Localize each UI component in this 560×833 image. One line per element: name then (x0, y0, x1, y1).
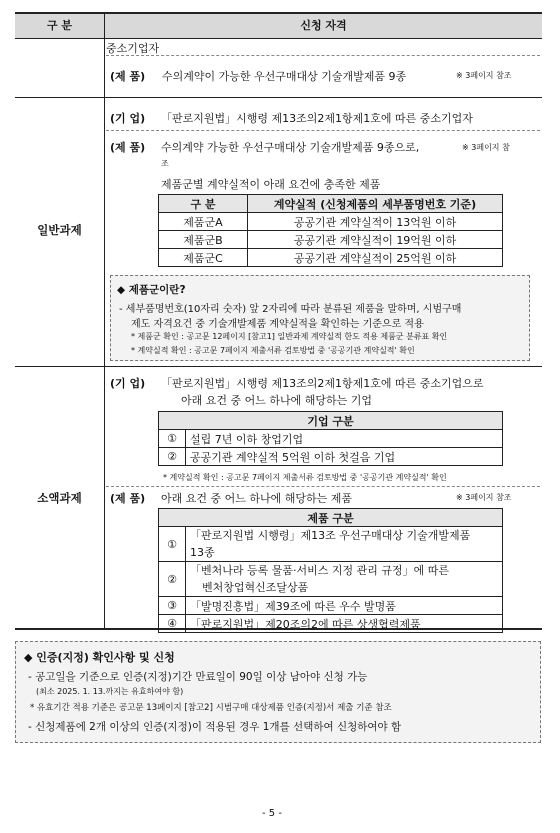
product-text: 수의계약 가능한 우선구매대상 기술개발제품 9종으로, (161, 141, 420, 154)
column-header: 기업 구분 (159, 412, 503, 430)
table-row (159, 231, 503, 249)
company-text: 「판로지원법」시행령 제13조의2제1항제1호에 따른 중소기업으로 (161, 377, 484, 390)
table-row (159, 597, 503, 615)
company-note: * 계약실적 확인 : 공고문 7페이지 제출서류 검토방법 중 '공공기관 계약실적' 확인 (163, 473, 447, 482)
cert-line: (최소 2025. 1. 13.까지는 유효하여야 함) (36, 687, 184, 696)
table-cell: ④ (159, 615, 186, 633)
table-cell: ② (159, 562, 186, 597)
product-text: 수의계약이 가능한 우선구매대상 기술개발제품 9종 (162, 70, 407, 83)
table-cell: 공공기관 계약실적이 19억원 이하 (248, 231, 503, 249)
table-cell: 제품군B (159, 231, 248, 249)
note-line: * 계약실적 확인 : 공고문 7페이지 제출서류 검토방법 중 '공공기관 계약실적' 확인 (131, 346, 415, 355)
table-cell: 제품군A (159, 213, 248, 231)
table-cell: 공공기관 계약실적이 25억원 이하 (248, 249, 503, 267)
row-divider (15, 97, 542, 98)
general-task-label: 일반과제 (37, 223, 82, 237)
company-type-table (158, 411, 503, 466)
dashed-divider (106, 55, 540, 56)
dashed-divider (106, 486, 540, 487)
company-text-cont: 아래 요건 중 어느 하나에 해당하는 기업 (181, 394, 372, 407)
cell-line: 「판로지원법 시행령」제13조 우선구매대상 기술개발제품 (190, 529, 471, 542)
cert-line: - 신청제품에 2개 이상의 인증(지정)이 적용된 경우 1개를 선택하여 신청하여야 함 (28, 721, 402, 733)
row-divider (15, 366, 542, 367)
header-qualification: 신청 자격 (300, 19, 347, 32)
cell-line: 벤처창업혁신조달상품 (202, 581, 309, 594)
table-header (15, 12, 542, 39)
table-cell: 제품군C (159, 249, 248, 267)
table-row (159, 213, 503, 231)
small-task-label: 소액과제 (37, 491, 82, 505)
table-cell: ① (159, 527, 186, 562)
table-row (159, 430, 503, 448)
table-cell: 공공기관 계약실적 5억원 이하 첫걸음 기업 (186, 448, 503, 466)
column-header: 구 분 (159, 195, 248, 213)
product-group-table (158, 194, 503, 267)
cert-title: ◆ 인증(지정) 확인사항 및 신청 (24, 651, 175, 664)
table-cell (186, 562, 503, 597)
cell-line: 13종 (190, 546, 215, 559)
table-row (159, 448, 503, 466)
note-line: * 제품군 확인 : 공고문 12페이지 [참고1] 일반과제 계약실적 한도 적용 제품군 분류표 확인 (131, 332, 448, 341)
column-divider (104, 37, 105, 629)
table-cell: 공공기관 계약실적이 13억원 이하 (248, 213, 503, 231)
page-number: - 5 - (262, 808, 282, 819)
product-tag: (제 품) (110, 70, 146, 83)
note-line: - 세부품명번호(10자리 숫자) 앞 2자리에 따라 분류된 제품을 말하며, 시범구매 (119, 304, 462, 315)
company-text: 「판로지원법」시행령 제13조의2제1항제1호에 따른 중소기업자 (161, 112, 473, 125)
table-cell: 「발명진흥법」제39조에 따른 우수 발명품 (186, 597, 503, 615)
column-header: 제품 구분 (159, 509, 503, 527)
table-cell: ③ (159, 597, 186, 615)
certification-note-box (15, 641, 541, 743)
table-cell: ① (159, 430, 186, 448)
company-tag: (기 업) (110, 377, 146, 390)
note-line: 제도 자격요건 중 기술개발제품 계약실적을 확인하는 기준으로 적용 (131, 319, 424, 330)
product-reference: ※ 3페이지 참조 (456, 71, 512, 80)
product-tag: (제 품) (110, 141, 146, 154)
cert-line: * 유효기간 적용 기준은 공고문 13페이지 [참고2] 시범구매 대상제품 인증(지정)서 제출 기준 참조 (30, 703, 392, 713)
column-header: 계약실적 (신청제품의 세부품명번호 기준) (248, 195, 503, 213)
product-reference: ※ 3페이지 참 (462, 143, 510, 152)
company-line: 중소기업자 (106, 42, 160, 55)
product-sub-text: 제품군별 계약실적이 아래 요건에 충족한 제품 (161, 178, 381, 191)
product-reference: ※ 3페이지 참조 (456, 493, 512, 502)
product-type-table (158, 508, 503, 633)
company-tag: (기 업) (110, 112, 146, 125)
table-row (159, 527, 503, 562)
cert-line: - 공고일을 기준으로 인증(지정)기간 만료일이 90일 이상 남아야 신청 가능 (28, 671, 368, 683)
product-reference-cont: 조 (161, 159, 169, 168)
product-tag: (제 품) (110, 492, 146, 505)
table-cell: ② (159, 448, 186, 466)
dashed-divider (106, 130, 540, 131)
header-category: 구 분 (15, 14, 105, 38)
table-cell: 설립 7년 이하 창업기업 (186, 430, 503, 448)
product-group-note-box (110, 275, 530, 361)
table-row (159, 562, 503, 597)
table-cell (186, 527, 503, 562)
table-row (159, 615, 503, 633)
product-text: 아래 요건 중 어느 하나에 해당하는 제품 (161, 492, 352, 505)
note-title: ◆ 제품군이란? (117, 284, 186, 296)
table-cell: 「판로지원법」제20조의2에 따른 상생협력제품 (186, 615, 503, 633)
cell-line: 「벤처나라 등록 물품·서비스 지정 관리 규정」에 따른 (190, 564, 449, 577)
table-row (159, 249, 503, 267)
